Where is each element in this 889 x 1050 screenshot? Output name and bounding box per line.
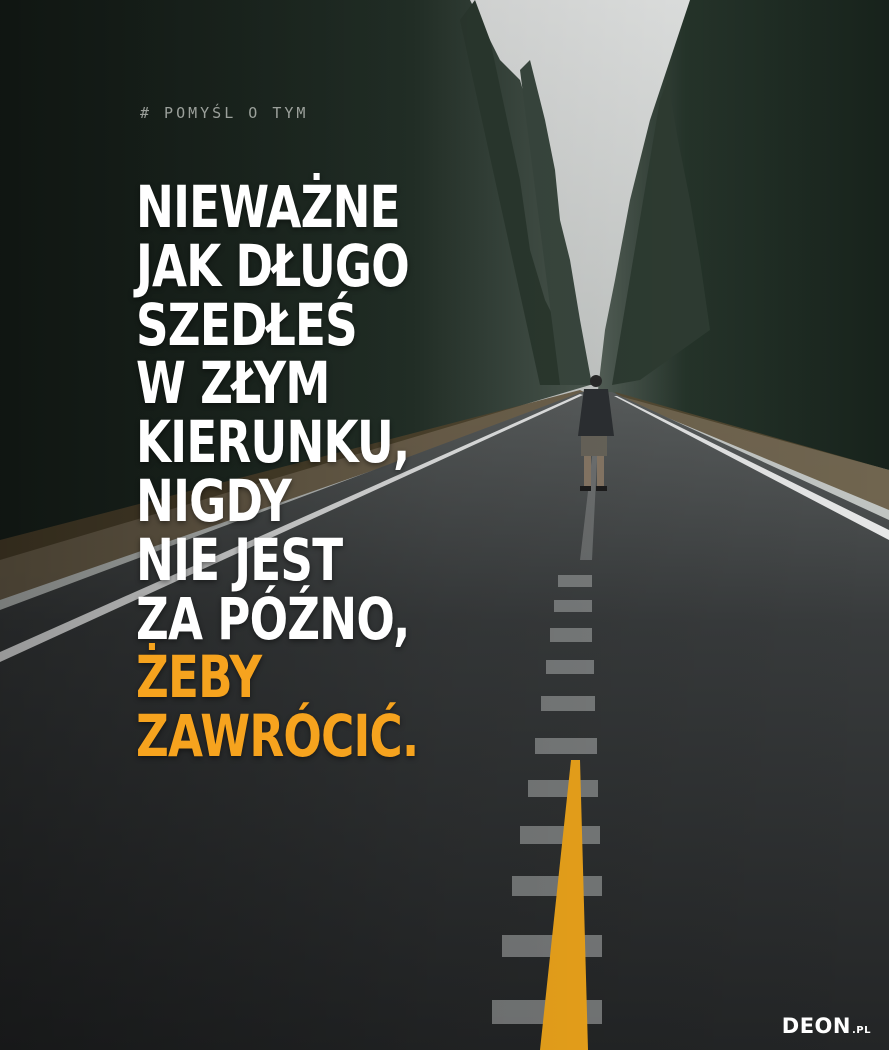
quote-highlight-line: ŻEBY [136, 643, 262, 712]
quote-text [136, 173, 464, 771]
quote-line: ZA PÓŹNO, [136, 584, 410, 653]
logo-suffix-text: .PL [852, 1025, 871, 1036]
quote-line: NIE JEST [136, 525, 343, 594]
deon-logo [782, 1014, 871, 1038]
quote-line: W ZŁYM [136, 349, 330, 418]
logo-main-text: DEON [781, 1014, 851, 1038]
quote-line: KIERUNKU, [136, 408, 410, 477]
quote-line: NIEWAŻNE [136, 173, 400, 241]
quote-line: JAK DŁUGO [136, 231, 409, 300]
quote-highlight-line: ZAWRÓCIĆ. [136, 702, 419, 771]
quote-line: NIGDY [136, 466, 291, 535]
quote-line: SZEDŁEŚ [136, 290, 357, 359]
hashtag-label: # POMYŚL O TYM [140, 104, 309, 122]
